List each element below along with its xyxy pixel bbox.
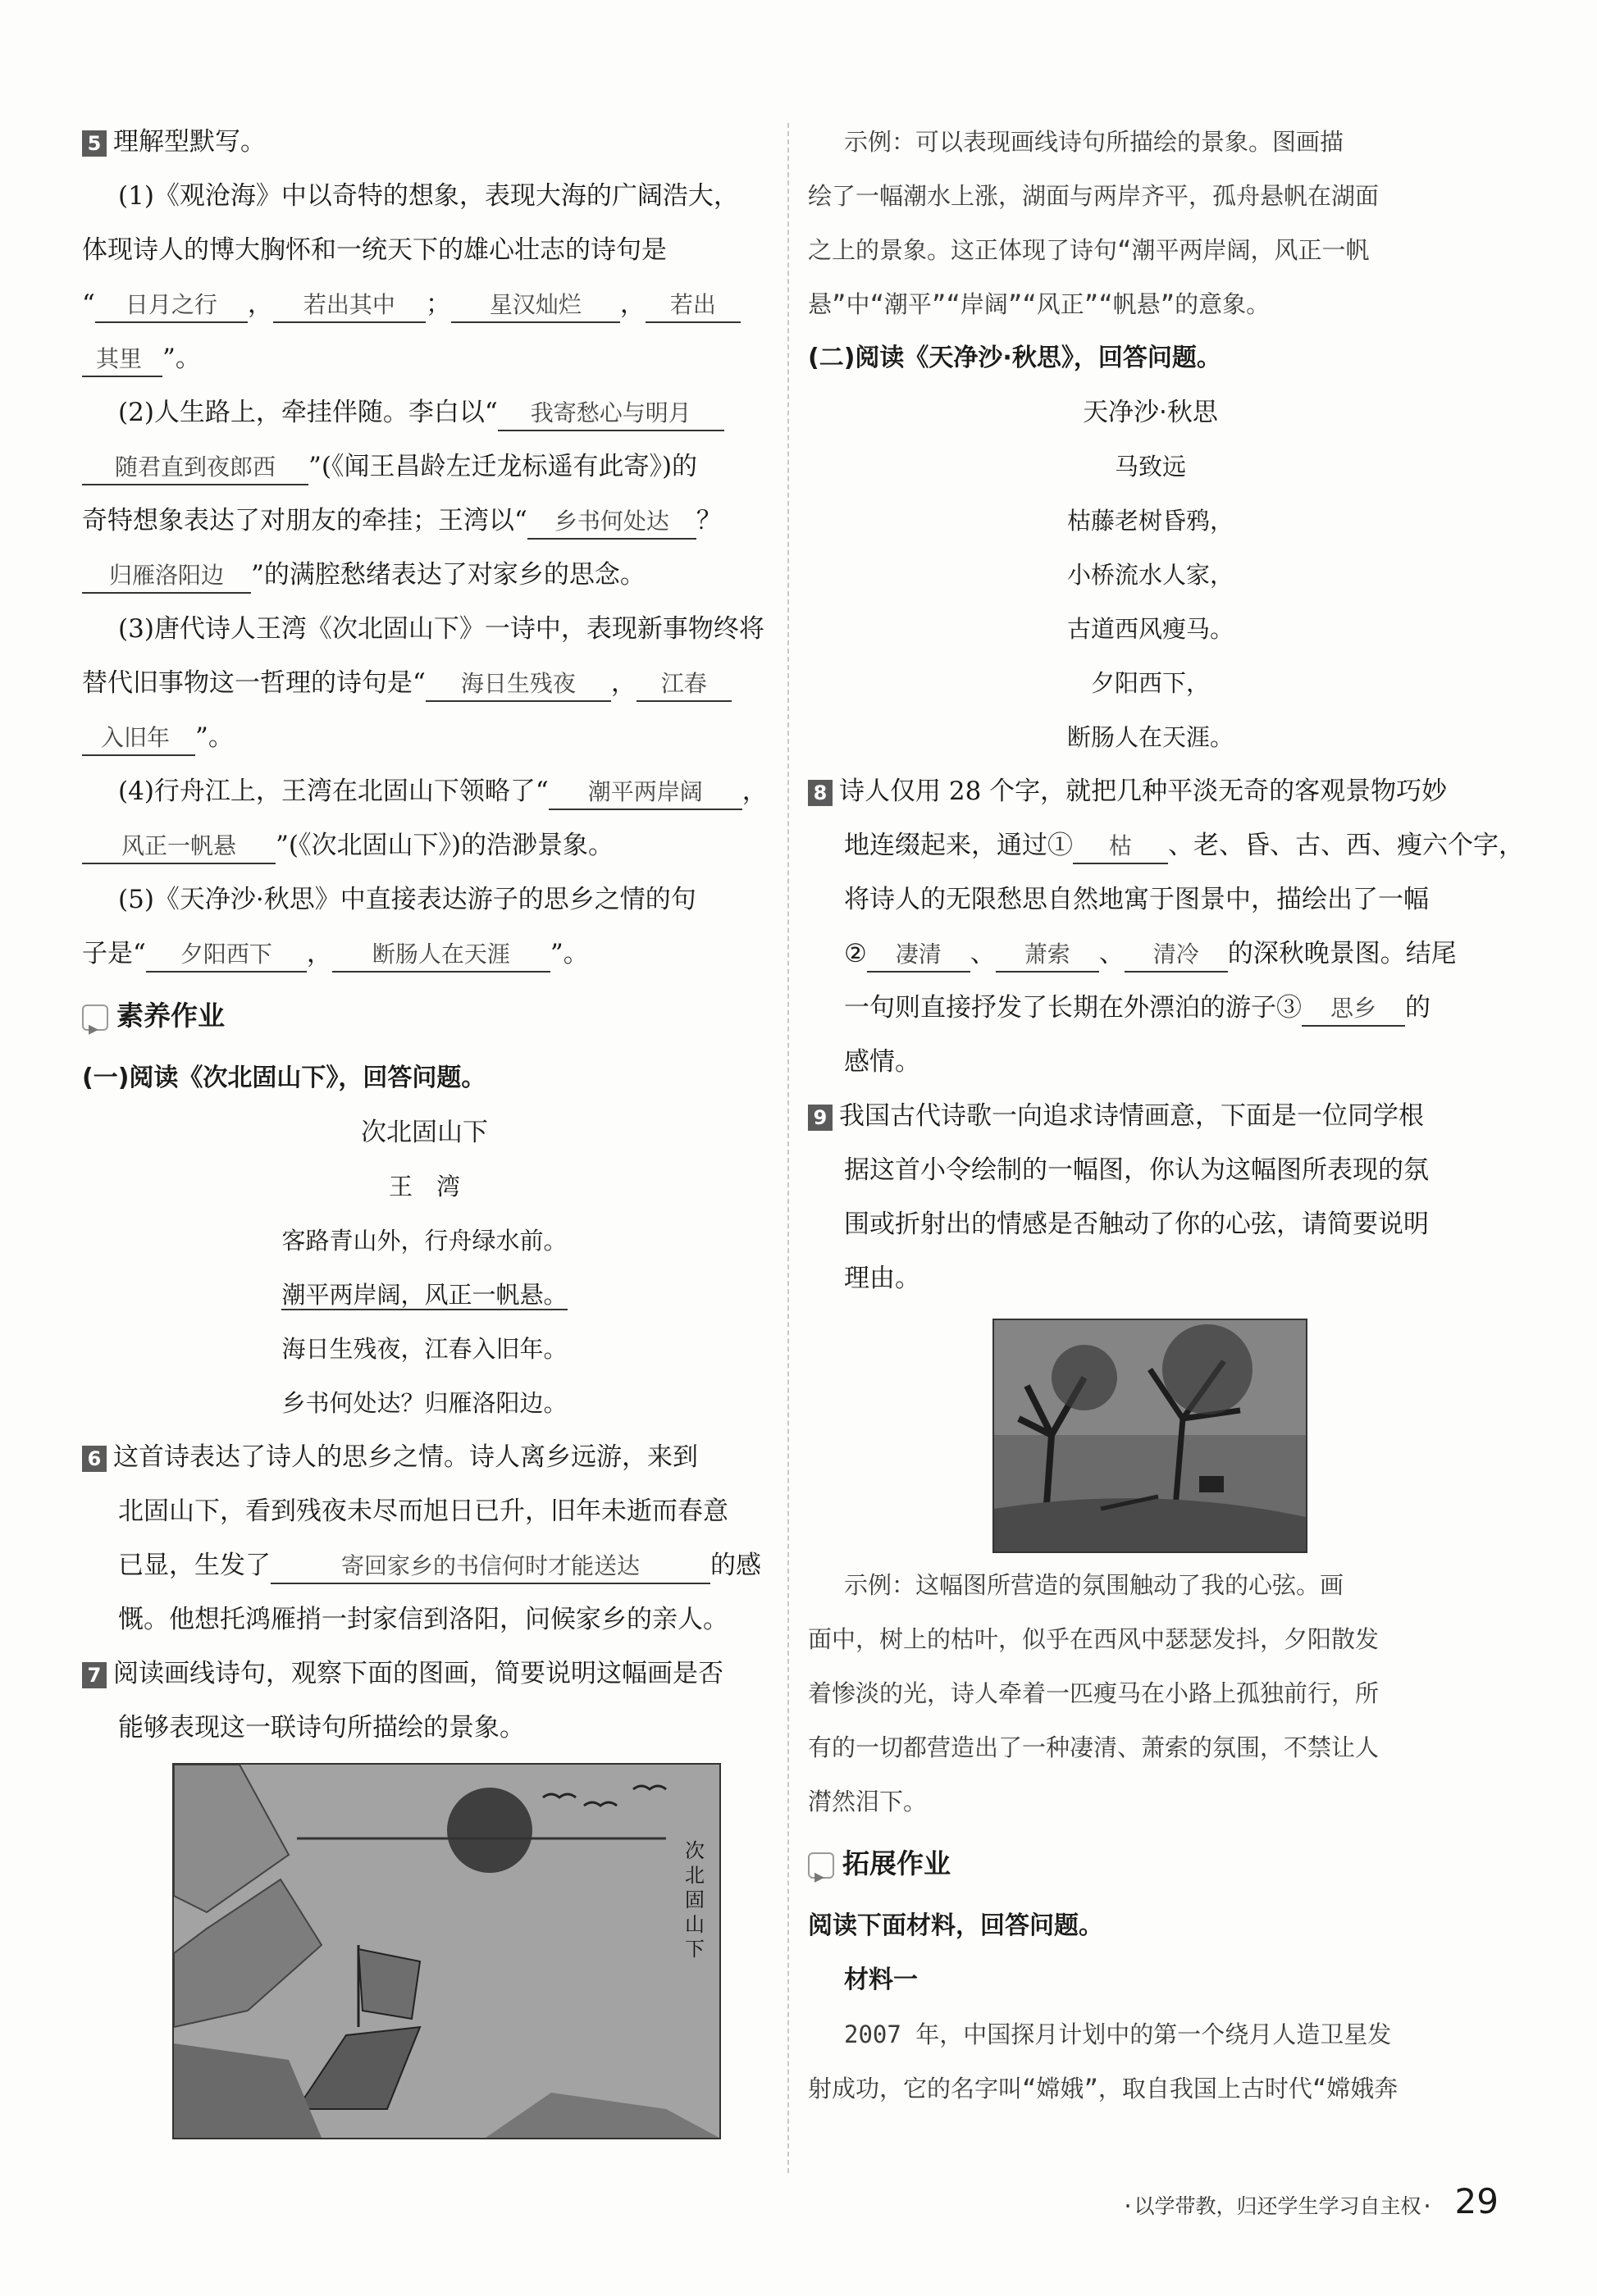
- answer-blank: 若出: [646, 289, 741, 323]
- q8-line1: [808, 764, 1493, 818]
- q8-line4: ② 凄清 、 萧索 、 清冷 的深秋晚景图。结尾: [808, 927, 1493, 981]
- q5-p2d: [82, 548, 767, 602]
- material-label: 材料一: [844, 1966, 918, 1994]
- text: (2)人生路上，牵挂伴随。李白以“: [118, 398, 498, 427]
- answer-blank: 星汉灿烂: [451, 289, 620, 323]
- text: 的深秋晚景图。结尾: [1227, 939, 1457, 968]
- text: 一句则直接抒发了长期在外漂泊的游子③: [844, 993, 1302, 1023]
- q5-p5b: 子是“ 夕阳西下 ， 断肠人在天涯 ”。: [82, 927, 767, 981]
- arrow-icon: [808, 1852, 834, 1879]
- q6-number: 6: [82, 1446, 107, 1472]
- right-column: [808, 115, 1524, 2116]
- poem2-title: 天净沙·秋思: [1083, 398, 1218, 427]
- text: 替代旧事物这一哲理的诗句是“: [82, 668, 426, 698]
- material-text: 2007 年，中国探月计划中的第一个绕月人造卫星发: [844, 2020, 1392, 2048]
- q8-line3: 将诗人的无限愁思自然地寓于图景中，描绘出了一幅: [844, 885, 1429, 914]
- page-footer: [1121, 2181, 1499, 2221]
- poem1-line-underlined: [82, 1268, 767, 1322]
- answer-blank: 思乡: [1302, 992, 1405, 1027]
- q7-answer: 悬”中“潮平”“岸阔”“风正”“帆悬”的意象。: [808, 290, 1271, 318]
- text: 的: [1405, 993, 1430, 1023]
- part3-heading: 阅读下面材料，回答问题。: [808, 1911, 1103, 1940]
- poem1-title: 次北固山下: [361, 1118, 488, 1147]
- poem1-line: 客路青山外，行舟绿水前。: [281, 1227, 568, 1255]
- answer-blank: 其里: [82, 343, 162, 377]
- q9-answer: 潸然泪下。: [808, 1788, 928, 1815]
- answer-blank: 乡书何处达: [527, 505, 696, 540]
- answer-blank: 归雁洛阳边: [82, 559, 251, 594]
- arrow-icon: [82, 1004, 108, 1031]
- q9-answer: 示例：这幅图所营造的氛围触动了我的心弦。画: [844, 1571, 1344, 1599]
- answer-blank: 随君直到夜郎西: [82, 451, 308, 485]
- q7-line2: 能够表现这一联诗句所描绘的景象。: [118, 1713, 525, 1742]
- q7-answer: 绘了一幅潮水上涨，湖面与两岸齐平，孤舟悬帆在湖面: [808, 182, 1380, 210]
- answer-blank: 凄清: [867, 938, 970, 973]
- q9-line1: [808, 1089, 1493, 1143]
- page-number: 29: [1454, 2181, 1499, 2221]
- left-column: [82, 115, 767, 2139]
- answer-blank: 若出其中: [273, 289, 426, 323]
- section-heading-suyang: [82, 989, 767, 1043]
- text: 地连缀起来，通过①: [844, 831, 1073, 860]
- text: 已显，生发了: [118, 1551, 271, 1580]
- painting-drawing: [994, 1320, 1306, 1551]
- text: 我国古代诗歌一向追求诗情画意，下面是一位同学根: [839, 1101, 1424, 1131]
- q5-p1-answers: “ 日月之行 ， 若出其中 ； 星汉灿烂 ， 若出: [82, 277, 767, 331]
- text: 奇特想象表达了对朋友的牵挂；王湾以“: [82, 506, 527, 535]
- painting-autumn-thoughts: [992, 1319, 1307, 1553]
- q5-p5a: (5)《天净沙·秋思》中直接表达游子的思乡之情的句: [118, 885, 696, 914]
- answer-blank: 夕阳西下: [146, 938, 307, 973]
- q9-line2: 据这首小令绘制的一幅图，你认为这幅图所表现的氛: [844, 1155, 1429, 1185]
- q9-line3: 围或折射出的情感是否触动了你的心弦，请简要说明: [844, 1210, 1429, 1239]
- column-divider: [787, 123, 789, 2173]
- poem1-author: 王 湾: [388, 1173, 460, 1200]
- q9-number: 9: [808, 1105, 833, 1131]
- answer-blank: 清冷: [1125, 938, 1228, 973]
- text: (4)行舟江上，王湾在北固山下领略了“: [118, 777, 549, 806]
- poem2-author: 马致远: [1114, 453, 1186, 481]
- q7-line1: [82, 1647, 767, 1701]
- answer-blank: 潮平两岸阔: [549, 776, 742, 810]
- q9-answer: 面中，树上的枯叶，似乎在西风中瑟瑟发抖，夕阳散发: [808, 1625, 1380, 1653]
- q5-p3c: 入旧年 ”。: [82, 710, 767, 764]
- q8-line6: 感情。: [844, 1047, 920, 1077]
- answer-blank: 日月之行: [95, 289, 248, 323]
- text: 的感: [710, 1551, 761, 1580]
- text: 诗人仅用 28 个字，就把几种平淡无奇的客观景物巧妙: [839, 777, 1448, 806]
- q5-p2c: 奇特想象表达了对朋友的牵挂；王湾以“ 乡书何处达 ？: [82, 494, 767, 548]
- q8-line2: [808, 818, 1524, 872]
- q9-line4: 理由。: [844, 1264, 920, 1293]
- q7-answer: 示例：可以表现画线诗句所描绘的景象。图画描: [844, 128, 1344, 156]
- section-title: 拓展作业: [842, 1847, 951, 1879]
- text: ”(《闻王昌龄左迁龙标遥有此寄》)的: [308, 452, 698, 481]
- answer-blank: 断肠人在天涯: [332, 938, 550, 973]
- q5-title-line: [82, 115, 767, 169]
- answer-blank: 江春: [637, 667, 732, 702]
- q5-p1-answers-end: 其里 ”。: [82, 331, 767, 385]
- q7-answer: 之上的景象。这正体现了诗句“潮平两岸阔，风正一帆: [808, 236, 1370, 264]
- painting-label: 次北固山下: [685, 1839, 705, 1961]
- footer-motto: ·以学带教，归还学生学习自主权·: [1121, 2194, 1434, 2218]
- answer-blank: 萧索: [996, 938, 1099, 973]
- poem1-line: 海日生残夜，江春入旧年。: [281, 1335, 568, 1363]
- q9-answer: 有的一切都营造出了一种凄清、萧索的氛围，不禁让人: [808, 1733, 1380, 1761]
- part1-heading: (一)阅读《次北固山下》，回答问题。: [82, 1064, 486, 1092]
- q5-p1b: 体现诗人的博大胸怀和一统天下的雄心壮志的诗句是: [82, 235, 667, 265]
- poem1-line: 乡书何处达？归雁洛阳边。: [281, 1389, 568, 1417]
- q5-p4b: [82, 818, 767, 872]
- q5-p2b: [82, 440, 767, 494]
- q6-line4: 慨。他想托鸿雁捎一封家信到洛阳，问候家乡的亲人。: [118, 1605, 728, 1634]
- q5-number: 5: [82, 130, 107, 157]
- text: ”的满腔愁绪表达了对家乡的思念。: [251, 560, 646, 590]
- text: ②: [844, 939, 867, 968]
- q5-p3a: (3)唐代诗人王湾《次北固山下》一诗中，表现新事物终将: [118, 614, 764, 644]
- q5-p4a: (4)行舟江上，王湾在北固山下领略了“ 潮平两岸阔 ，: [82, 764, 767, 818]
- q9-answer: 着惨淡的光，诗人牵着一匹瘦马在小路上孤独前行，所: [808, 1679, 1380, 1707]
- text: 子是“: [82, 939, 146, 968]
- underlined-line: 潮平两岸阔，风正一帆悬。: [281, 1281, 568, 1309]
- painting-river-boat: [172, 1763, 721, 2139]
- answer-blank: 枯: [1073, 830, 1168, 864]
- q5-p3b: 替代旧事物这一哲理的诗句是“ 海日生残夜 ， 江春: [82, 656, 767, 710]
- text: ”(《次北固山下》)的浩渺景象。: [276, 831, 614, 860]
- q6-line2: 北固山下，看到残夜未尽而旭日已升，旧年未逝而春意: [118, 1496, 728, 1526]
- answer-blank: 寄回家乡的书信何时才能送达: [271, 1550, 710, 1584]
- poem2-line: 夕阳西下，: [1090, 669, 1210, 697]
- q8-number: 8: [808, 780, 833, 806]
- answer-blank: 风正一帆悬: [82, 830, 276, 864]
- section-heading-tuozhan: [808, 1837, 1493, 1891]
- q8-line5: [808, 981, 1493, 1035]
- answer-blank: 海日生残夜: [426, 667, 611, 702]
- part2-heading: (二)阅读《天净沙·秋思》，回答问题。: [808, 344, 1221, 372]
- q6-line1: [82, 1430, 767, 1484]
- q6-line3: [82, 1538, 767, 1592]
- q7-number: 7: [82, 1662, 107, 1688]
- text: 阅读画线诗句，观察下面的图画，简要说明这幅画是否: [113, 1659, 723, 1688]
- material-text: 射成功，它的名字叫“嫦娥”，取自我国上古时代“嫦娥奔: [808, 2075, 1399, 2102]
- poem2-line: 小桥流水人家，: [1066, 561, 1234, 589]
- poem2-line: 古道西风瘦马。: [1066, 615, 1234, 643]
- q5-title: 理解型默写。: [113, 127, 266, 157]
- poem2-line: 枯藤老树昏鸦，: [1066, 507, 1234, 535]
- text: 这首诗表达了诗人的思乡之情。诗人离乡远游，来到: [113, 1442, 698, 1472]
- painting-drawing: [174, 1765, 719, 2138]
- answer-blank: 我寄愁心与明月: [498, 397, 724, 431]
- q5-p1a: (1)《观沧海》中以奇特的想象，表现大海的广阔浩大，: [118, 181, 739, 211]
- poem2-line: 断肠人在天涯。: [1066, 723, 1234, 751]
- answer-blank: 入旧年: [82, 722, 195, 756]
- q5-p2a: [82, 385, 767, 440]
- text: 、老、昏、古、西、瘦六个字，: [1168, 831, 1524, 860]
- section-title: 素养作业: [116, 1000, 225, 1032]
